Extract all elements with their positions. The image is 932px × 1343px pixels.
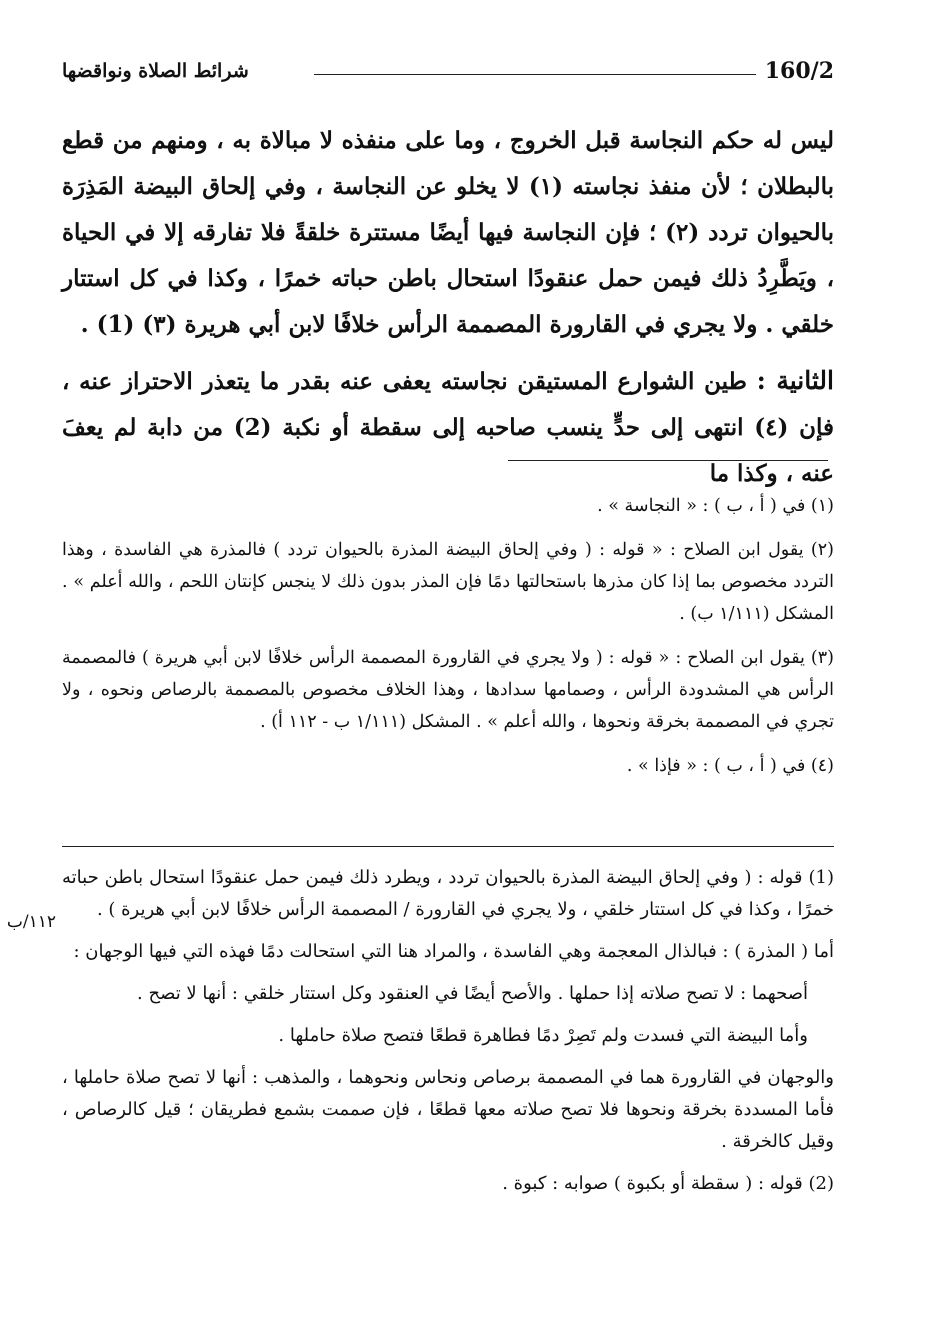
header-rule [314,74,756,75]
page-header [62,58,834,92]
running-title: شرائط الصلاة ونواقضها [62,60,249,82]
manuscript-folio-note: ١١٢/ب [6,912,56,932]
commentary-footnotes [62,862,834,1210]
commentary-2: أما ( المذرة ) : فبالذال المعجمة وهي الفاسدة ، والمراد هنا التي استحالت دمًا فهذه التي فيها الوجهان : [73,941,834,962]
main-paragraph-2 [62,358,834,497]
footnote-3: (٣) يقول ابن الصلاح : « قوله : ( ولا يجري في القارورة المصممة الرأس خلافًا لابن أبي هريرة ) فالمصممة الرأس هي المشدودة الرأس ، وصمامها سدادها ، وهذا الخلاف مخصوص بالمصممة بالرصاص ونحوه ، ولا تجري في المصممة بخرقة ونحوها ، والله أعلم » . المشكل (١/١١١ ب - ١١٢ أ) . [62,648,834,732]
commentary-4: وأما البيضة التي فسدت ولم تَصِرْ دمًا فطاهرة قطعًا فتصح صلاة حاملها . [278,1025,808,1046]
main-paragraph-1: ليس له حكم النجاسة قبل الخروج ، وما على منفذه لا مبالاة به ، ومنهم من قطع بالبطلان ؛ لأن منفذ نجاسته (١) لا يخلو عن النجاسة ، وفي إلحاق البيضة المَذِرَة بالحيوان تردد (٢) ؛ فإن النجاسة فيها أيضًا مستترة خلقةً فلا تفارقه إلا في الحياة ، ويَطَّرِدُ ذلك فيمن حمل عنقودًا استحال باطن حباته خمرًا ، وكذا في كل استتار خلقي . ولا يجري في القارورة المصممة الرأس خلافًا لابن أبي هريرة (٣) (1) . [62,127,834,338]
section-lead: الثانية : [756,366,834,395]
commentary-5: والوجهان في القارورة هما في المصممة برصاص ونحاس ونحوهما ، والمذهب : أنها لا تصح صلاة حاملها ، فأما المسددة بخرقة ونحوها فلا تصح صلاته معها قطعًا ، فإن صممت بشمع فطريقان ؛ قيل كالرصاص ، وقيل كالخرقة . [62,1067,834,1152]
footnote-4: (٤) في ( أ ، ب ) : « فإذا » . [626,756,834,776]
main-text [62,118,834,497]
footnote-2: (٢) يقول ابن الصلاح : « قوله : ( وفي إلحاق البيضة المذرة بالحيوان تردد ) فالمذرة هي الفاسدة ، وهذا التردد مخصوص بما إذا كان مذرها باستحالتها دمًا فإن المذر بدون ذلك لا ينجس كإنتان اللحم ، والله أعلم » . المشكل (١/١١١ ب) . [62,540,834,624]
editor-footnotes [62,490,834,794]
commentary-6: (2) قوله : ( سقطة أو بكبوة ) صوابه : كبوة . [502,1173,834,1194]
footnote-separator [508,460,828,461]
footnote-1: (١) في ( أ ، ب ) : « النجاسة » . [597,496,834,516]
commentary-separator [62,846,834,847]
page-number: 160/2 [764,58,834,84]
commentary-1: (1) قوله : ( وفي إلحاق البيضة المذرة بالحيوان تردد ، ويطرد ذلك فيمن حمل عنقودًا استحال باطن حباته خمرًا ، وكذا في كل استتار خلقي ، ولا يجري في القارورة / المصممة الرأس خلافًا لابن أبي هريرة ) . [62,867,834,920]
commentary-3: أصحهما : لا تصح صلاته إذا حملها . والأصح أيضًا في العنقود وكل استتار خلقي : أنها لا تصح . [137,983,808,1004]
main-paragraph-2-text: طين الشوارع المستيقن نجاسته يعفى عنه بقدر ما يتعذر الاحتراز عنه ، فإن (٤) انتهى إلى حدٍّ ينسب صاحبه إلى سقطة أو نكبة (2) من دابة لم يعفَ عنه ، وكذا ما [62,368,834,487]
